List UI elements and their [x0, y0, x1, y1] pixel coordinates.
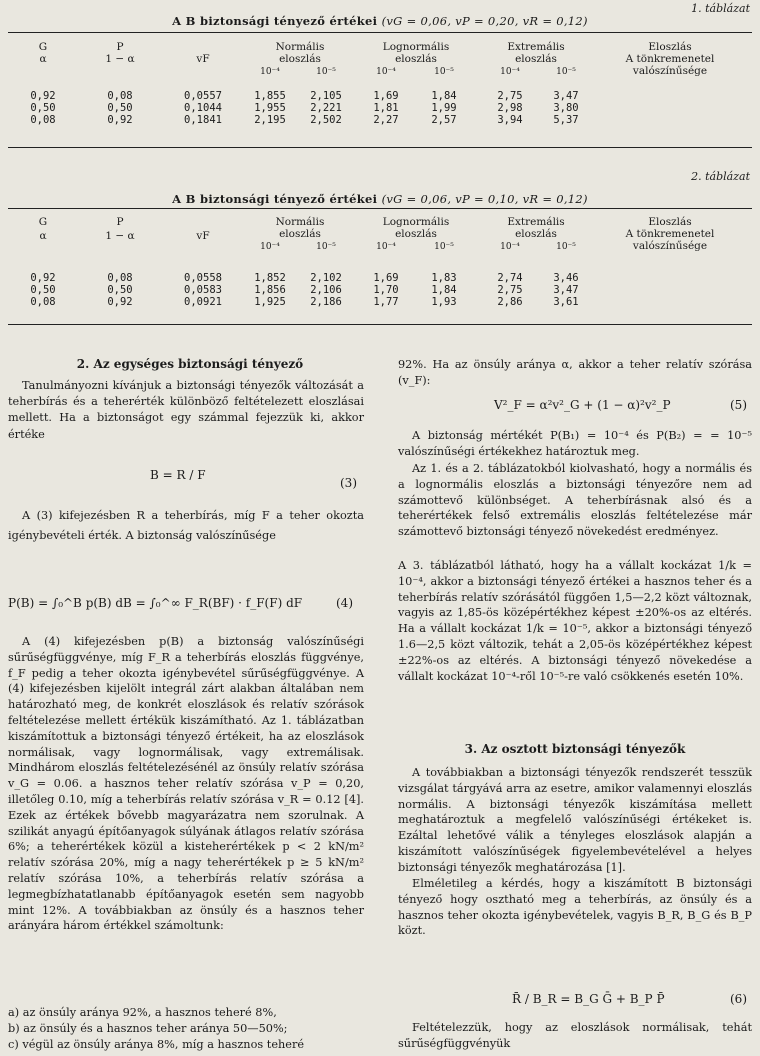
table2-title-params: (vG = 0,06, vP = 0,10, vR = 0,12)	[381, 192, 588, 206]
table-cell: 0,08	[107, 90, 133, 102]
table2-title-main: A B biztonsági tényező értékei	[172, 192, 378, 206]
right-paragraph-7: Feltételezzük, hogy az eloszlások normálisak, tehát sűrűségfüggvényük	[398, 1021, 752, 1050]
t1-h-alpha: α	[39, 53, 47, 65]
table-cell: 1,852	[254, 272, 286, 284]
t2-h-vf: vF	[196, 230, 210, 242]
table-cell: 2,75	[497, 284, 523, 296]
t1-h-dist-3: valószínűsége	[632, 65, 708, 77]
table-cell: 2,102	[310, 272, 342, 284]
table1-title-params: (vG = 0,06, vP = 0,20, vR = 0,12)	[381, 14, 588, 28]
table-cell: 1,70	[373, 284, 399, 296]
equation-6: R̄ / B_R = B_G Ḡ + B_P P̄	[512, 992, 665, 1006]
table-cell: 2,57	[431, 114, 457, 126]
list-item-a: a) az önsúly aránya 92%, a hasznos teheré 8%,	[8, 1006, 277, 1019]
table-cell: 0,50	[30, 102, 56, 114]
list-item-b: b) az önsúly és a hasznos teher aránya 50—50%;	[8, 1021, 288, 1035]
table-cell: 3,61	[553, 296, 579, 308]
right-paragraph-3: Az 1. és a 2. táblázatokból kiolvasható, hogy a normális és a lognormális eloszlás a biztonsági tényezőre nem ad számottevő különbséget. A teherbírásnak alsó és a teherértékek felső extremális eloszlás feltételezése már számottevő biztonsági tényező növekedést eredményez.	[398, 462, 752, 539]
table-cell: 1,856	[254, 284, 286, 296]
t2-h-normal-2: eloszlás	[279, 228, 321, 240]
table-cell: 0,50	[107, 284, 133, 296]
table-cell: 1,69	[373, 90, 399, 102]
table-cell: 2,502	[310, 114, 342, 126]
t2-h-one-minus-alpha: 1 − α	[105, 230, 135, 242]
table-cell: 1,77	[373, 296, 399, 308]
table-cell: 1,855	[254, 90, 286, 102]
equation-3: B = R / F	[150, 468, 206, 482]
table-cell: 0,0557	[184, 90, 222, 102]
t1-h-e5-a: 10⁻⁵	[316, 67, 336, 77]
table-cell: 0,92	[107, 296, 133, 308]
table-cell: 1,99	[431, 102, 457, 114]
t2-h-alpha: α	[39, 230, 47, 242]
table-cell: 0,50	[30, 284, 56, 296]
t2-h-e4-a: 10⁻⁴	[260, 242, 280, 252]
t1-h-e4-b: 10⁻⁴	[376, 67, 396, 77]
table-cell: 1,955	[254, 102, 286, 114]
equation-6-number: (6)	[730, 992, 747, 1006]
table-cell: 2,98	[497, 102, 523, 114]
table-cell: 3,80	[553, 102, 579, 114]
t1-h-normal: Normális	[275, 41, 325, 53]
t1-h-normal-2: eloszlás	[279, 53, 321, 65]
table-cell: 0,50	[107, 102, 133, 114]
table-cell: 3,94	[497, 114, 523, 126]
table-cell: 0,0921	[184, 296, 222, 308]
t2-h-dist-2: A tönkremenetel	[625, 228, 715, 240]
table-cell: 0,08	[30, 114, 56, 126]
t1-h-dist-2: A tönkremenetel	[625, 53, 715, 65]
t1-h-lognormal-2: eloszlás	[395, 53, 437, 65]
table-cell: 0,92	[30, 272, 56, 284]
table2-label: 2. táblázat	[691, 170, 750, 183]
table-cell: 0,08	[30, 296, 56, 308]
table-cell: 1,84	[431, 284, 457, 296]
table-cell: 5,37	[553, 114, 579, 126]
table2-bottom-rule	[8, 324, 752, 325]
table-cell: 3,46	[553, 272, 579, 284]
t1-h-e4-c: 10⁻⁴	[500, 67, 520, 77]
equation-4: P(B) = ∫₀^B p(B) dB = ∫₀^∞ F_R(BF) · f_F(F) dF	[8, 596, 303, 610]
t2-h-lognormal-2: eloszlás	[395, 228, 437, 240]
table2-title	[0, 192, 760, 206]
t1-h-e4-a: 10⁻⁴	[260, 67, 280, 77]
t2-h-normal: Normális	[275, 216, 325, 228]
table-cell: 1,81	[373, 102, 399, 114]
table-cell: 2,221	[310, 102, 342, 114]
t1-h-one-minus-alpha: 1 − α	[105, 53, 135, 65]
table-cell: 0,92	[30, 90, 56, 102]
t2-h-dist: Eloszlás	[648, 216, 692, 228]
t2-h-p: P	[116, 216, 124, 228]
table-cell: 1,84	[431, 90, 457, 102]
t2-h-lognormal: Lognormális	[382, 216, 450, 228]
t2-h-e5-c: 10⁻⁵	[556, 242, 576, 252]
right-paragraph-6: Elméletileg a kérdés, hogy a kiszámított B biztonsági tényező hogy osztható meg a teherbírás, az önsúly és a hasznos teher okozta igénybevételek, vagyis B_R, B_G és B_P közt.	[398, 877, 752, 938]
table-cell: 1,83	[431, 272, 457, 284]
t2-h-e4-b: 10⁻⁴	[376, 242, 396, 252]
right-paragraph-4: A 3. táblázatból látható, hogy ha a vállalt kockázat 1/k = 10⁻⁴, akkor a biztonsági tényező értékei a hasznos teher és a teherbírás relatív szórásától függően 1,5—2,2 közt változnak, vagyis az 1,85-ös középértékhez képest ±20%-os az eltérés. Ha a vállalt kockázat 1/k = 10⁻⁵, akkor a biztonsági tényező 1.6—2,5 közt változik, tehát a 2,05-ös középértékhez képest ±22%-os az eltérés. A biztonsági tényező növekedése a vállalt kockázat 10⁻⁴-ről 10⁻⁵-re való csökkenés esetén 10%.	[398, 559, 752, 683]
list-item-c: c) végül az önsúly aránya 8%, míg a hasznos teheré	[8, 1037, 305, 1051]
table-cell: 2,106	[310, 284, 342, 296]
table1-title	[0, 14, 760, 28]
table-cell: 3,47	[553, 90, 579, 102]
left-paragraph-1: Tanulmányozni kívánjuk a biztonsági tényezők változását a teherbírás és a teherérték különböző feltételezett eloszlásai mellett. Ha a biztonságot egy számmal fejezzük ki, akkor értéke	[8, 379, 364, 441]
equation-3-number: (3)	[340, 476, 357, 490]
equation-5: V²_F = α²v²_G + (1 − α)²v²_P	[494, 398, 671, 412]
table-cell: 2,74	[497, 272, 523, 284]
table-cell: 0,0558	[184, 272, 222, 284]
left-paragraph-3: A (4) kifejezésben p(B) a biztonság valószínűségi sűrűségfüggvénye, míg F_R a teherbírás eloszlás függvénye, f_F pedig a teher okozta igénybevétel sűrűségfüggvénye. A (4) kifejezésben kijelölt integrál zárt alakban általában nem határozható meg, de konkrét eloszlások és relatív szórások feltételezése mellett értékük kiszámítható. Az 1. táblázatban kiszámítottuk a biztonsági tényező értékeit, ha az eloszlások normálisak, vagy lognormálisak, vagy extremálisak. Mindhárom eloszlás feltételezésénél az önsúly relatív szórása v_G = 0.06. a hasznos teher relatív szórása v_P = 0,20, illetőleg 0.10, míg a teherbírás relatív szórása v_R = 0.12 [4]. Ezek az értékek bővebb magyarázatra nem szorulnak. A szilikát anyagú építőanyagok súlyának átlagos relatív szórása 6%; a teherértékek közül a kisteherértékek p < 2 kN/m² relatív szórása 20%, míg a nagy teherértékek p ≥ 5 kN/m² relatív szórása 10%, a teherbírás relatív szórása a legmegbízhatatlanabb építőanyagok esetén sem nagyobb mint 12%. A továbbiakban az önsúly és a hasznos teher arányára három értékkel számoltunk:	[8, 635, 364, 933]
table-cell: 2,105	[310, 90, 342, 102]
t2-h-e5-b: 10⁻⁵	[434, 242, 454, 252]
equation-4-number: (4)	[336, 596, 353, 610]
t1-h-e5-b: 10⁻⁵	[434, 67, 454, 77]
right-paragraph-1: 92%. Ha az önsúly aránya α, akkor a teher relatív szórása (v_F):	[398, 358, 752, 388]
left-paragraph-2: A (3) kifejezésben R a teherbírás, míg F a teher okozta igénybevételi érték. A biztonság valószínűsége	[8, 509, 364, 542]
t1-h-p: P	[116, 41, 124, 53]
left-list	[8, 1005, 364, 1052]
t1-h-extremal: Extremális	[507, 41, 565, 53]
t1-h-extremal-2: eloszlás	[515, 53, 557, 65]
t2-h-g: G	[38, 216, 48, 228]
t1-h-vf: vF	[196, 53, 210, 65]
t1-h-dist: Eloszlás	[648, 41, 692, 53]
t2-h-extremal-2: eloszlás	[515, 228, 557, 240]
section2-heading: 2. Az egységes biztonsági tényező	[76, 357, 304, 371]
table-cell: 0,0583	[184, 284, 222, 296]
table-cell: 2,75	[497, 90, 523, 102]
t2-h-e4-c: 10⁻⁴	[500, 242, 520, 252]
table-cell: 0,1841	[184, 114, 222, 126]
table-cell: 3,47	[553, 284, 579, 296]
t1-h-g: G	[38, 41, 48, 53]
t2-h-dist-3: valószínűsége	[632, 240, 708, 252]
table1-top-rule	[8, 32, 752, 33]
table2-top-rule	[8, 208, 752, 209]
right-paragraph-5: A továbbiakban a biztonsági tényezők rendszerét tesszük vizsgálat tárgyává arra az esetre, amikor valamennyi eloszlás normális. A biztonsági tényezők kiszámítása mellett meghatároztuk a megfelelő valószínűségi értékeket is. Ezáltal lehetővé válik a tényleges eloszlások alapján a kiszámított valószínűségek figyelembevételével a helyes biztonsági tényezők meghatározása [1].	[398, 766, 752, 874]
t2-h-e5-a: 10⁻⁵	[316, 242, 336, 252]
table-cell: 2,86	[497, 296, 523, 308]
table1-title-main: A B biztonsági tényező értékei	[172, 14, 378, 28]
table-cell: 0,08	[107, 272, 133, 284]
right-paragraph-2: A biztonság mértékét P(B₁) = 10⁻⁴ és P(B₂) = = 10⁻⁵ valószínűségi értékekhez határoztuk meg.	[398, 429, 752, 458]
table-cell: 2,27	[373, 114, 399, 126]
t1-h-lognormal: Lognormális	[382, 41, 450, 53]
t1-h-e5-c: 10⁻⁵	[556, 67, 576, 77]
table1-label: 1. táblázat	[691, 2, 750, 15]
table-cell: 0,1044	[184, 102, 222, 114]
table-cell: 1,93	[431, 296, 457, 308]
t2-h-extremal: Extremális	[507, 216, 565, 228]
table1-bottom-rule	[8, 147, 752, 148]
table-cell: 1,69	[373, 272, 399, 284]
table-cell: 1,925	[254, 296, 286, 308]
section3-heading: 3. Az osztott biztonsági tényezők	[464, 742, 686, 756]
equation-5-number: (5)	[730, 398, 747, 412]
table-cell: 2,195	[254, 114, 286, 126]
table-cell: 0,92	[107, 114, 133, 126]
table-cell: 2,186	[310, 296, 342, 308]
